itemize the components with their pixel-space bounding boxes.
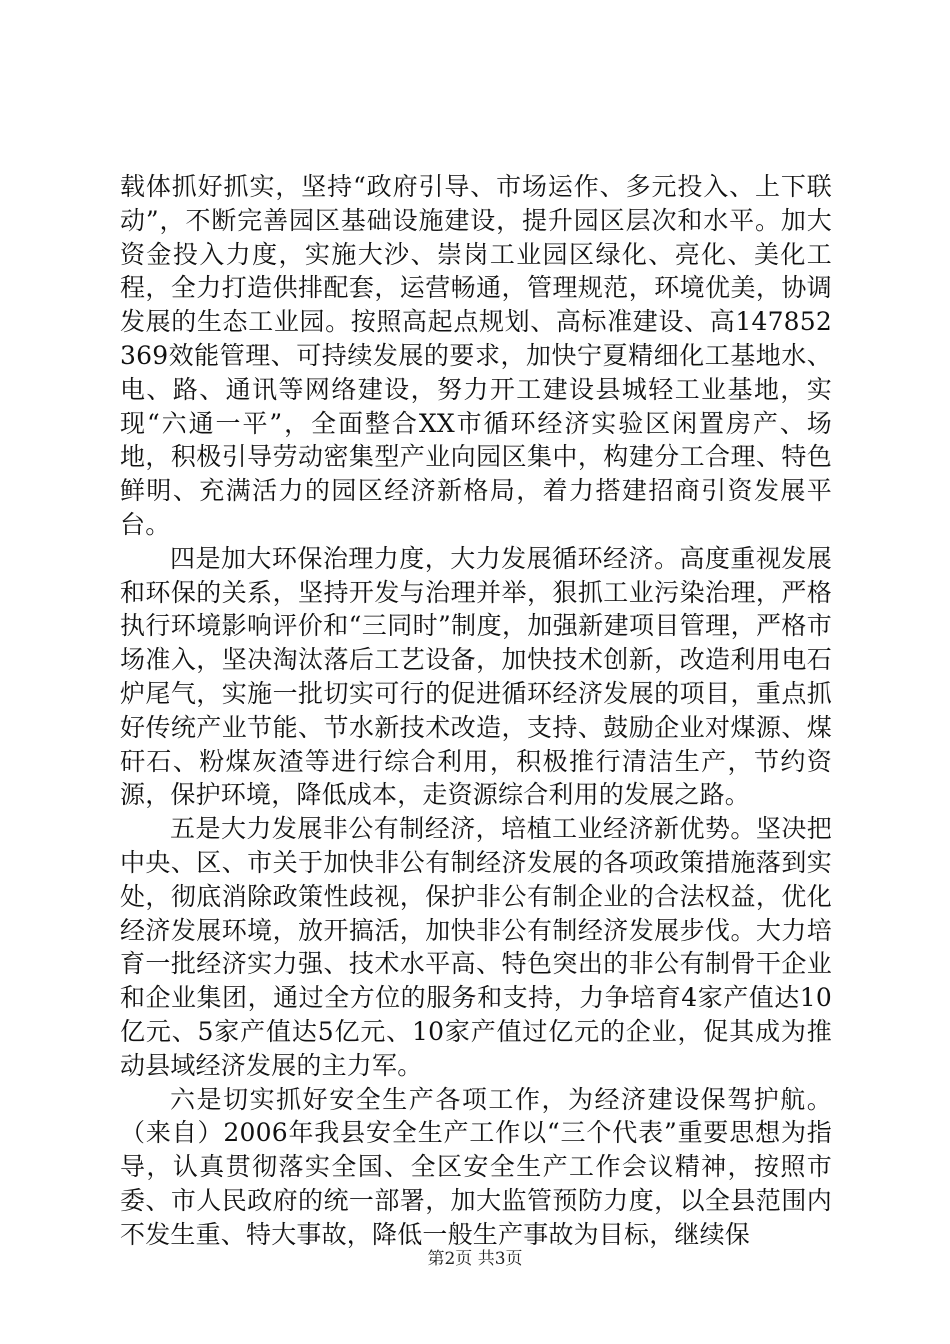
paragraph-2: 四是加大环保治理力度，大力发展循环经济。高度重视发展和环保的关系，坚持开发与治理并举，狠抓工业污染治理，严格执行环境影响评价和“三同时”制度，加强新建项目管理，严格市场准入，坚决淘汰落后工艺设备，加快技术创新，改造利用电石炉尾气，实施一批切实可行的促进循环经济发展的项目，重点抓好传统产业节能、节水新技术改造，支持、鼓励企业对煤源、煤矸石、粉煤灰渣等进行综合利用，积极推行清洁生产，节约资源，保护环境，降低成本，走资源综合利用的发展之路。	[120, 543, 832, 810]
page-number-footer: 第2页 共3页	[427, 1249, 523, 1269]
document-body	[120, 170, 832, 1252]
paragraph-4: 六是切实抓好安全生产各项工作，为经济建设保驾护航。（来自）2006年我县安全生产工作以“三个代表”重要思想为指导，认真贯彻落实全国、全区安全生产工作会议精神，按照市委、市人民政府的统一部署，加大监管预防力度，以全县范围内不发生重、特大事故，降低一般生产事故为目标，继续保	[120, 1084, 832, 1249]
paragraph-3: 五是大力发展非公有制经济，培植工业经济新优势。坚决把中央、区、市关于加快非公有制经济发展的各项政策措施落到实处，彻底消除政策性歧视，保护非公有制企业的合法权益，优化经济发展环境，放开搞活，加快非公有制经济发展步伐。大力培育一批经济实力强、技术水平高、特色突出的非公有制骨干企业和企业集团，通过全方位的服务和支持，力争培育4家产值达10亿元、5家产值达5亿元、10家产值过亿元的企业，促其成为推动县域经济发展的主力军。	[120, 814, 832, 1080]
paragraph-1: 载体抓好抓实，坚持“政府引导、市场运作、多元投入、上下联动”，不断完善园区基础设施建设，提升园区层次和水平。加大资金投入力度，实施大沙、崇岗工业园区绿化、亮化、美化工程，全力打造供排配套，运营畅通，管理规范，环境优美，协调发展的生态工业园。按照高起点规划、高标准建设、高147852369效能管理、可持续发展的要求，加快宁夏精细化工基地水、电、路、通讯等网络建设，努力开工建设县城轻工业基地，实现“六通一平”，全面整合XX市循环经济实验区闲置房产、场地，积极引导劳动密集型产业向园区集中，构建分工合理、特色鲜明、充满活力的园区经济新格局，着力搭建招商引资发展平台。	[120, 172, 832, 539]
